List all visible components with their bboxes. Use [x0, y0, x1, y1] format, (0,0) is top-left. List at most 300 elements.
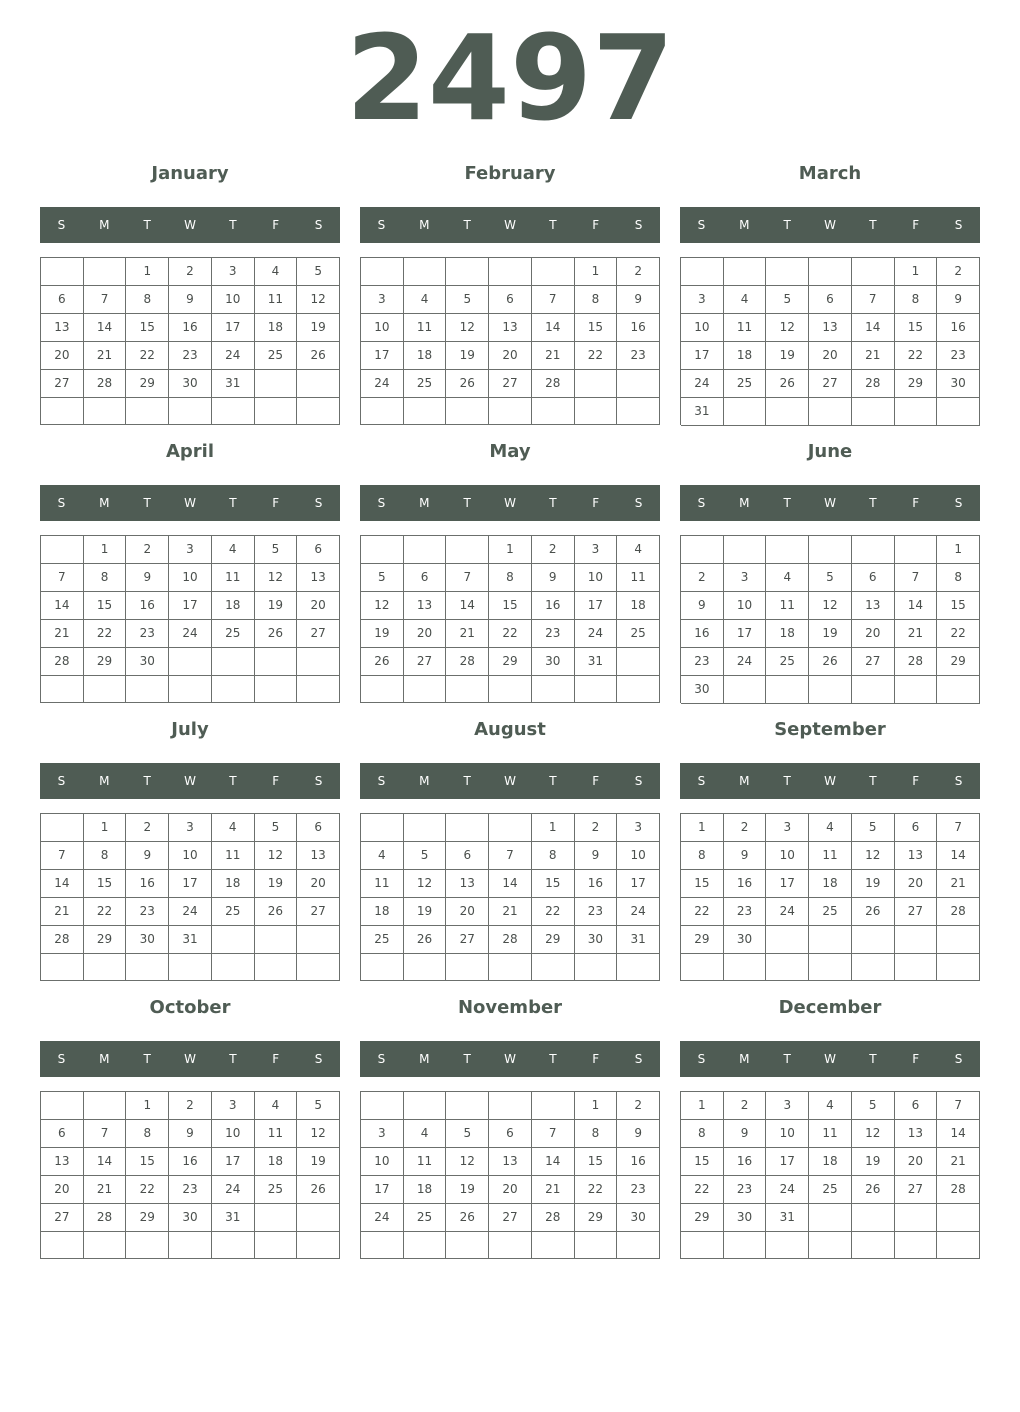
- day-cell: 17: [212, 1148, 255, 1176]
- day-cell: 4: [809, 1092, 852, 1120]
- day-cell: [532, 954, 575, 981]
- weekday-label: S: [697, 496, 706, 510]
- day-cell: 15: [84, 592, 127, 620]
- day-cell: 24: [361, 1204, 404, 1232]
- day-cell: [169, 954, 212, 981]
- day-cell: [852, 926, 895, 954]
- day-cell: [212, 676, 255, 703]
- day-cell: 16: [126, 870, 169, 898]
- weekday-label: M: [739, 496, 750, 510]
- weekday-label: S: [954, 774, 963, 788]
- day-cell: 22: [532, 898, 575, 926]
- day-cell: 4: [212, 536, 255, 564]
- day-cell: 17: [617, 870, 660, 898]
- weekday-label: M: [419, 774, 430, 788]
- day-cell: [724, 398, 767, 426]
- day-cell: 10: [361, 314, 404, 342]
- day-cell: 16: [169, 314, 212, 342]
- day-cell: 11: [361, 870, 404, 898]
- weekday-label: W: [184, 774, 196, 788]
- day-cell: [361, 814, 404, 842]
- weekday-label: T: [229, 496, 237, 510]
- day-cell: 26: [852, 898, 895, 926]
- day-cell: 8: [126, 1120, 169, 1148]
- day-cell: 5: [852, 1092, 895, 1120]
- day-cell: 4: [617, 536, 660, 564]
- day-cell: [126, 676, 169, 703]
- weekday-header: [40, 207, 340, 243]
- day-cell: [617, 648, 660, 676]
- day-cell: 25: [212, 898, 255, 926]
- weekday-label: T: [229, 774, 237, 788]
- day-cell: 30: [126, 648, 169, 676]
- day-cell: 12: [446, 314, 489, 342]
- day-cell: 17: [169, 592, 212, 620]
- day-cell: 21: [937, 1148, 980, 1176]
- weekday-header: [40, 1041, 340, 1077]
- weekday-label: T: [229, 1052, 237, 1066]
- day-cell: 6: [404, 564, 447, 592]
- day-cell: 27: [446, 926, 489, 954]
- weekday-label: F: [912, 774, 920, 788]
- day-cell: 20: [41, 1176, 84, 1204]
- day-cell: [852, 954, 895, 981]
- day-cell: 11: [212, 842, 255, 870]
- day-cell: 1: [575, 258, 618, 286]
- day-cell: 13: [446, 870, 489, 898]
- day-cell: 21: [446, 620, 489, 648]
- day-cell: 23: [126, 620, 169, 648]
- day-cell: 19: [809, 620, 852, 648]
- month-name: April: [165, 441, 215, 462]
- day-cell: 17: [212, 314, 255, 342]
- day-cell: 1: [489, 536, 532, 564]
- day-cell: 11: [809, 1120, 852, 1148]
- day-cell: [297, 926, 340, 954]
- day-cell: 29: [937, 648, 980, 676]
- day-cell: [41, 1232, 84, 1259]
- day-cell: 21: [532, 342, 575, 370]
- weekday-label: S: [314, 218, 323, 232]
- day-cell: 21: [84, 342, 127, 370]
- day-cell: 27: [41, 1204, 84, 1232]
- day-cell: 15: [895, 314, 938, 342]
- day-cell: [852, 258, 895, 286]
- day-cell: 21: [937, 870, 980, 898]
- weekday-header: [40, 763, 340, 799]
- day-cell: 3: [212, 258, 255, 286]
- day-cell: [169, 398, 212, 425]
- day-cell: 29: [532, 926, 575, 954]
- day-cell: 25: [404, 1204, 447, 1232]
- day-cell: [937, 398, 980, 426]
- day-cell: 30: [937, 370, 980, 398]
- day-cell: [84, 258, 127, 286]
- day-grid: [680, 813, 980, 981]
- day-cell: [809, 398, 852, 426]
- day-cell: 5: [361, 564, 404, 592]
- day-cell: 8: [575, 1120, 618, 1148]
- day-cell: 17: [361, 1176, 404, 1204]
- day-cell: [212, 926, 255, 954]
- day-cell: 19: [361, 620, 404, 648]
- day-grid: [680, 535, 980, 703]
- day-cell: [937, 1204, 980, 1232]
- day-cell: 28: [937, 898, 980, 926]
- weekday-label: T: [463, 774, 471, 788]
- weekday-label: W: [824, 218, 836, 232]
- day-cell: [212, 648, 255, 676]
- day-cell: 10: [169, 842, 212, 870]
- day-cell: [404, 1092, 447, 1120]
- day-cell: 9: [724, 842, 767, 870]
- weekday-label: S: [954, 496, 963, 510]
- day-cell: 20: [297, 870, 340, 898]
- day-cell: [766, 258, 809, 286]
- day-cell: 18: [361, 898, 404, 926]
- day-cell: 7: [489, 842, 532, 870]
- day-cell: [575, 1232, 618, 1259]
- day-cell: 27: [895, 898, 938, 926]
- day-cell: 15: [84, 870, 127, 898]
- weekday-label: T: [549, 774, 557, 788]
- day-cell: 5: [446, 286, 489, 314]
- day-cell: 16: [617, 1148, 660, 1176]
- day-cell: 1: [84, 536, 127, 564]
- day-cell: [895, 676, 938, 704]
- day-cell: 22: [84, 620, 127, 648]
- day-cell: 31: [212, 1204, 255, 1232]
- day-cell: [575, 676, 618, 703]
- day-cell: 1: [84, 814, 127, 842]
- day-cell: 14: [84, 314, 127, 342]
- day-cell: 12: [404, 870, 447, 898]
- weekday-label: M: [99, 218, 110, 232]
- weekday-label: F: [912, 218, 920, 232]
- day-cell: [404, 954, 447, 981]
- day-cell: 19: [404, 898, 447, 926]
- day-cell: 26: [297, 342, 340, 370]
- weekday-label: T: [143, 1052, 151, 1066]
- day-cell: 7: [446, 564, 489, 592]
- day-cell: 11: [766, 592, 809, 620]
- day-cell: 15: [937, 592, 980, 620]
- day-cell: 27: [852, 648, 895, 676]
- weekday-label: F: [592, 774, 600, 788]
- day-cell: [169, 676, 212, 703]
- day-cell: 8: [84, 564, 127, 592]
- day-cell: 12: [361, 592, 404, 620]
- day-cell: [41, 1092, 84, 1120]
- day-cell: 18: [255, 1148, 298, 1176]
- day-cell: 19: [446, 1176, 489, 1204]
- day-cell: 10: [169, 564, 212, 592]
- weekday-label: W: [824, 774, 836, 788]
- day-cell: [937, 1232, 980, 1259]
- weekday-label: S: [954, 218, 963, 232]
- weekday-label: T: [869, 774, 877, 788]
- weekday-label: W: [504, 496, 516, 510]
- weekday-label: T: [463, 496, 471, 510]
- day-cell: 11: [617, 564, 660, 592]
- day-cell: 22: [681, 898, 724, 926]
- day-cell: 20: [489, 342, 532, 370]
- day-cell: 14: [532, 314, 575, 342]
- day-cell: 10: [361, 1148, 404, 1176]
- day-cell: 18: [212, 870, 255, 898]
- day-cell: 25: [255, 342, 298, 370]
- weekday-label: W: [184, 218, 196, 232]
- day-cell: 9: [617, 286, 660, 314]
- day-cell: 29: [84, 648, 127, 676]
- day-cell: 11: [212, 564, 255, 592]
- weekday-header: [360, 763, 660, 799]
- day-cell: 13: [297, 564, 340, 592]
- month-name: December: [778, 997, 882, 1018]
- day-cell: 3: [169, 536, 212, 564]
- day-cell: 26: [766, 370, 809, 398]
- day-cell: 16: [532, 592, 575, 620]
- day-cell: [446, 1232, 489, 1259]
- day-cell: 17: [361, 342, 404, 370]
- day-cell: 26: [361, 648, 404, 676]
- day-cell: 22: [126, 342, 169, 370]
- day-cell: 24: [361, 370, 404, 398]
- day-cell: 18: [255, 314, 298, 342]
- day-cell: [489, 1232, 532, 1259]
- weekday-label: S: [314, 1052, 323, 1066]
- day-cell: [41, 258, 84, 286]
- month-name: August: [474, 719, 546, 740]
- day-cell: 15: [681, 1148, 724, 1176]
- day-cell: [361, 676, 404, 703]
- day-cell: 2: [617, 1092, 660, 1120]
- day-cell: 22: [681, 1176, 724, 1204]
- day-cell: 1: [681, 814, 724, 842]
- day-cell: [852, 676, 895, 704]
- weekday-label: S: [377, 496, 386, 510]
- day-cell: 24: [575, 620, 618, 648]
- weekday-label: S: [634, 218, 643, 232]
- weekday-label: F: [592, 218, 600, 232]
- day-cell: [41, 954, 84, 981]
- day-cell: 28: [489, 926, 532, 954]
- day-cell: 3: [681, 286, 724, 314]
- day-cell: 3: [766, 814, 809, 842]
- day-cell: 23: [126, 898, 169, 926]
- day-cell: 24: [681, 370, 724, 398]
- day-cell: 2: [937, 258, 980, 286]
- day-cell: 9: [126, 564, 169, 592]
- day-cell: [532, 398, 575, 425]
- day-cell: 23: [937, 342, 980, 370]
- day-cell: 24: [212, 1176, 255, 1204]
- day-cell: 14: [937, 842, 980, 870]
- day-cell: 18: [212, 592, 255, 620]
- day-cell: 27: [489, 1204, 532, 1232]
- day-cell: 4: [212, 814, 255, 842]
- day-cell: [84, 1232, 127, 1259]
- day-cell: 14: [41, 870, 84, 898]
- day-cell: [361, 536, 404, 564]
- day-cell: 14: [532, 1148, 575, 1176]
- day-cell: [809, 954, 852, 981]
- day-cell: [255, 648, 298, 676]
- day-cell: [84, 676, 127, 703]
- day-cell: [361, 954, 404, 981]
- weekday-label: M: [99, 496, 110, 510]
- day-cell: 2: [169, 1092, 212, 1120]
- day-cell: 17: [766, 1148, 809, 1176]
- day-cell: 2: [724, 814, 767, 842]
- day-cell: 28: [532, 370, 575, 398]
- month-name: May: [489, 441, 531, 462]
- year-title: 2497: [345, 9, 675, 147]
- day-cell: 6: [852, 564, 895, 592]
- weekday-label: T: [783, 774, 791, 788]
- day-cell: 16: [937, 314, 980, 342]
- day-cell: [937, 926, 980, 954]
- weekday-label: T: [869, 1052, 877, 1066]
- day-cell: [617, 1232, 660, 1259]
- day-cell: 9: [169, 1120, 212, 1148]
- day-cell: [361, 398, 404, 425]
- weekday-label: S: [954, 1052, 963, 1066]
- day-cell: [895, 926, 938, 954]
- day-cell: 28: [937, 1176, 980, 1204]
- day-cell: [255, 398, 298, 425]
- day-cell: [617, 398, 660, 425]
- day-cell: 7: [41, 564, 84, 592]
- day-cell: 10: [724, 592, 767, 620]
- day-cell: 26: [809, 648, 852, 676]
- day-cell: 13: [489, 314, 532, 342]
- day-cell: 2: [126, 814, 169, 842]
- day-cell: 26: [446, 370, 489, 398]
- day-cell: 12: [809, 592, 852, 620]
- day-cell: [575, 370, 618, 398]
- day-cell: 11: [404, 314, 447, 342]
- weekday-label: T: [229, 218, 237, 232]
- day-cell: 11: [724, 314, 767, 342]
- day-grid: [40, 535, 340, 703]
- day-cell: 20: [809, 342, 852, 370]
- day-cell: 30: [617, 1204, 660, 1232]
- day-cell: 30: [575, 926, 618, 954]
- day-cell: 16: [575, 870, 618, 898]
- weekday-label: M: [99, 1052, 110, 1066]
- day-cell: 8: [681, 1120, 724, 1148]
- day-cell: 21: [489, 898, 532, 926]
- day-cell: 18: [766, 620, 809, 648]
- day-cell: 6: [41, 286, 84, 314]
- day-cell: 11: [255, 1120, 298, 1148]
- day-cell: 19: [297, 1148, 340, 1176]
- day-cell: [532, 258, 575, 286]
- day-cell: 4: [766, 564, 809, 592]
- day-cell: 3: [766, 1092, 809, 1120]
- weekday-label: F: [592, 1052, 600, 1066]
- weekday-label: F: [912, 496, 920, 510]
- day-cell: 4: [404, 286, 447, 314]
- day-cell: [297, 676, 340, 703]
- day-cell: 7: [532, 1120, 575, 1148]
- day-cell: 22: [84, 898, 127, 926]
- day-cell: 17: [681, 342, 724, 370]
- weekday-label: T: [143, 218, 151, 232]
- day-cell: [895, 954, 938, 981]
- day-grid: [40, 1091, 340, 1259]
- month-name: October: [149, 997, 231, 1018]
- day-cell: 18: [809, 870, 852, 898]
- day-cell: [575, 398, 618, 425]
- day-cell: 5: [255, 536, 298, 564]
- day-cell: [446, 258, 489, 286]
- day-cell: 21: [41, 620, 84, 648]
- month-name: November: [457, 997, 563, 1018]
- day-cell: 31: [212, 370, 255, 398]
- day-cell: [532, 1232, 575, 1259]
- day-cell: [255, 370, 298, 398]
- day-cell: 28: [84, 370, 127, 398]
- day-cell: 22: [126, 1176, 169, 1204]
- day-cell: 5: [255, 814, 298, 842]
- day-cell: 30: [724, 926, 767, 954]
- day-cell: 20: [297, 592, 340, 620]
- day-cell: 8: [937, 564, 980, 592]
- weekday-label: W: [504, 774, 516, 788]
- day-cell: [404, 814, 447, 842]
- day-cell: 12: [766, 314, 809, 342]
- day-cell: 9: [169, 286, 212, 314]
- day-cell: [724, 258, 767, 286]
- day-cell: 1: [937, 536, 980, 564]
- day-cell: 16: [169, 1148, 212, 1176]
- day-cell: 4: [361, 842, 404, 870]
- weekday-header: [360, 207, 660, 243]
- weekday-header: [680, 763, 980, 799]
- day-cell: [724, 676, 767, 704]
- day-cell: 24: [766, 898, 809, 926]
- weekday-header: [40, 485, 340, 521]
- day-cell: 15: [575, 314, 618, 342]
- day-cell: 2: [724, 1092, 767, 1120]
- day-cell: 27: [489, 370, 532, 398]
- day-cell: 14: [446, 592, 489, 620]
- day-cell: 25: [724, 370, 767, 398]
- day-cell: 9: [126, 842, 169, 870]
- day-cell: [724, 954, 767, 981]
- day-cell: 3: [724, 564, 767, 592]
- day-cell: 29: [489, 648, 532, 676]
- day-cell: [41, 398, 84, 425]
- day-cell: 3: [212, 1092, 255, 1120]
- day-cell: 23: [724, 1176, 767, 1204]
- day-cell: 28: [446, 648, 489, 676]
- day-cell: 26: [255, 620, 298, 648]
- day-cell: [361, 258, 404, 286]
- weekday-label: T: [783, 218, 791, 232]
- day-cell: 23: [532, 620, 575, 648]
- day-cell: 16: [617, 314, 660, 342]
- day-cell: 12: [852, 842, 895, 870]
- day-cell: 25: [255, 1176, 298, 1204]
- weekday-label: T: [143, 496, 151, 510]
- day-cell: 9: [937, 286, 980, 314]
- day-cell: 4: [809, 814, 852, 842]
- day-cell: [297, 370, 340, 398]
- day-cell: 7: [532, 286, 575, 314]
